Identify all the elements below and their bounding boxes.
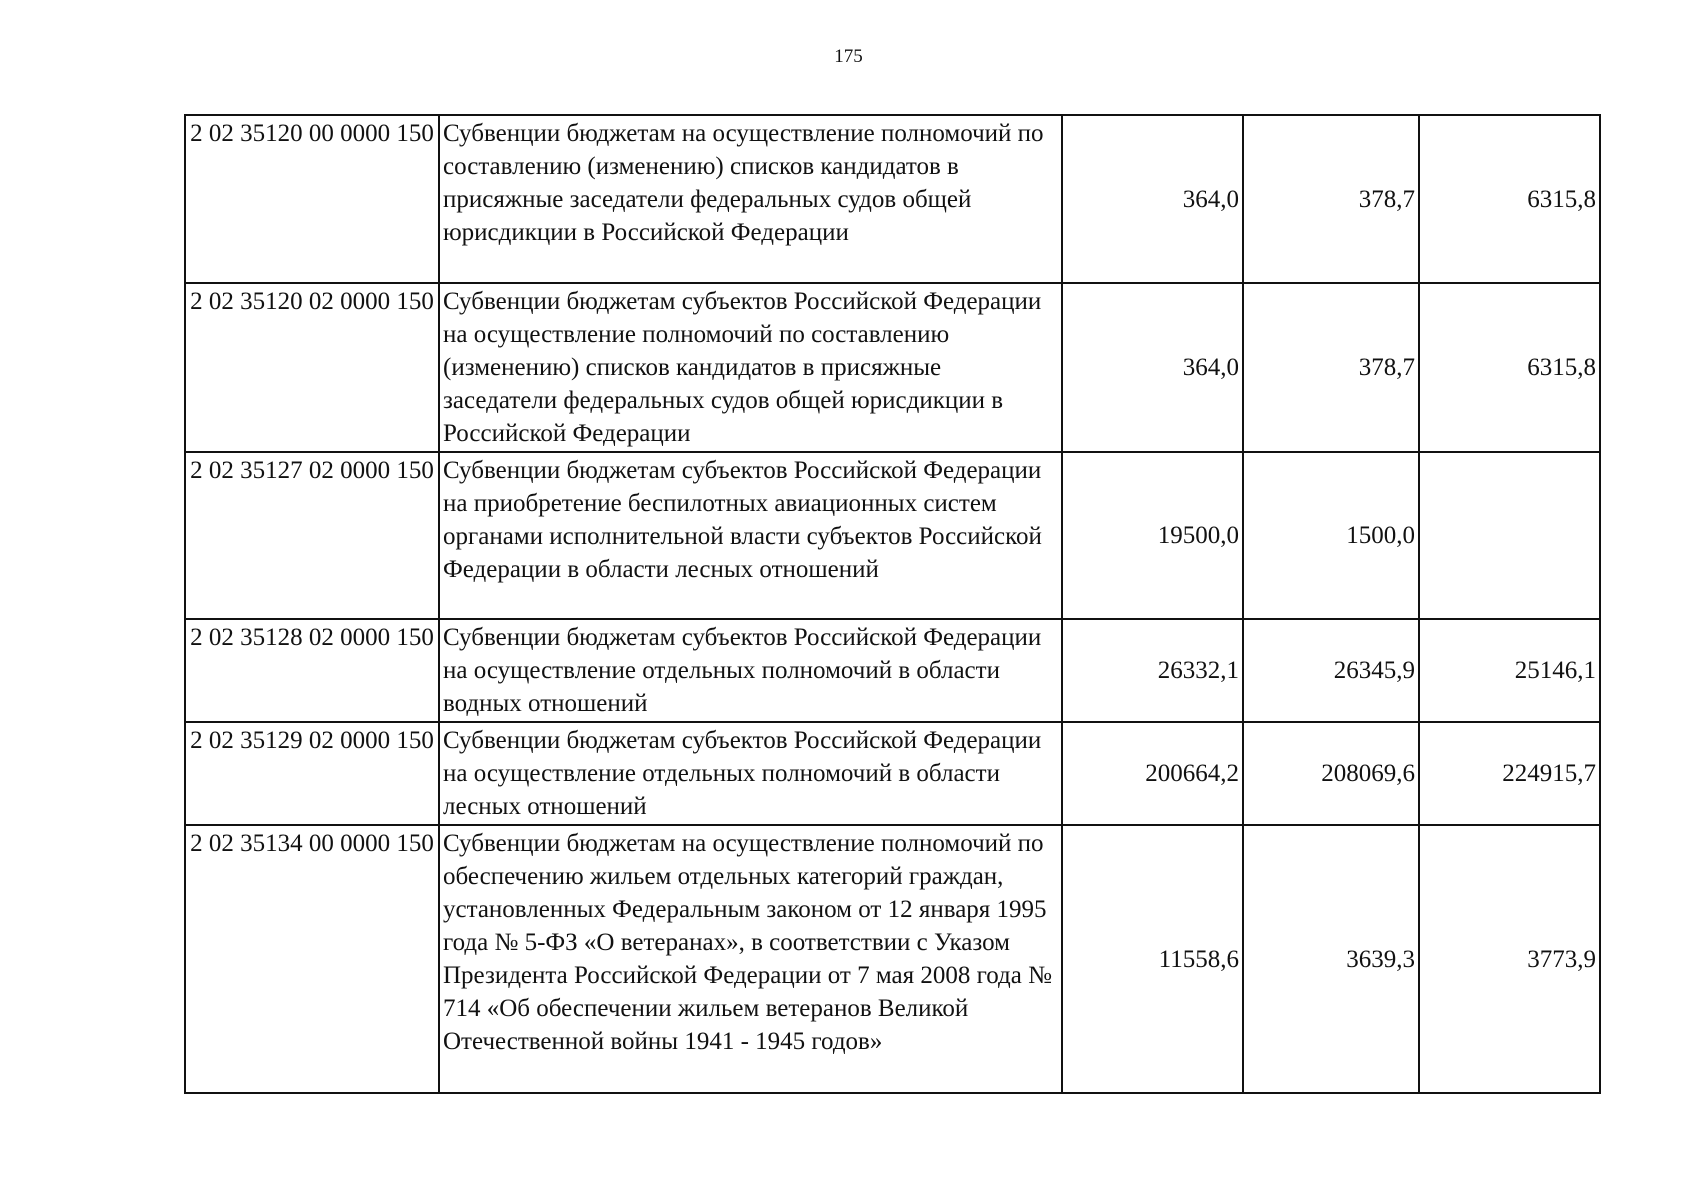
value-cell-2: 208069,6 [1243,722,1419,825]
description-cell: Субвенции бюджетам на осуществление полномочий по обеспечению жильем отдельных категорий граждан, установленных Федеральным законом от 12 января 1995 года № 5-ФЗ «О ветеранах», в соответствии с Указом Президента Российской Федерации от 7 мая 2008 года № 714 «Об обеспечении жильем ветеранов Великой Отечественной войны 1941 - 1945 годов» [439,825,1062,1093]
value-cell-1: 364,0 [1062,283,1243,452]
value-cell-3: 3773,9 [1419,825,1600,1093]
budget-code-cell: 2 02 35127 02 0000 150 [185,452,439,619]
table-row [185,722,1600,825]
description-cell: Субвенции бюджетам субъектов Российской Федерации на осуществление отдельных полномочий в области водных отношений [439,619,1062,722]
value-cell-3 [1419,452,1600,619]
table-row [185,825,1600,1093]
value-cell-3: 25146,1 [1419,619,1600,722]
description-cell: Субвенции бюджетам на осуществление полномочий по составлению (изменению) списков кандидатов в присяжные заседатели федеральных судов общей юрисдикции в Российской Федерации [439,115,1062,283]
value-cell-1: 200664,2 [1062,722,1243,825]
table-row [185,452,1600,619]
value-cell-2: 378,7 [1243,115,1419,283]
budget-table [184,114,1601,1094]
budget-code-cell: 2 02 35129 02 0000 150 [185,722,439,825]
value-cell-1: 19500,0 [1062,452,1243,619]
value-cell-1: 364,0 [1062,115,1243,283]
description-cell: Субвенции бюджетам субъектов Российской Федерации на приобретение беспилотных авиационных систем органами исполнительной власти субъектов Российской Федерации в области лесных отношений [439,452,1062,619]
table-row [185,115,1600,283]
value-cell-3: 6315,8 [1419,115,1600,283]
value-cell-1: 26332,1 [1062,619,1243,722]
budget-code-cell: 2 02 35134 00 0000 150 [185,825,439,1093]
value-cell-3: 6315,8 [1419,283,1600,452]
table-row [185,619,1600,722]
value-cell-2: 3639,3 [1243,825,1419,1093]
description-cell: Субвенции бюджетам субъектов Российской Федерации на осуществление отдельных полномочий в области лесных отношений [439,722,1062,825]
budget-code-cell: 2 02 35128 02 0000 150 [185,619,439,722]
budget-code-cell: 2 02 35120 00 0000 150 [185,115,439,283]
value-cell-2: 378,7 [1243,283,1419,452]
budget-code-cell: 2 02 35120 02 0000 150 [185,283,439,452]
page-number: 175 [834,46,863,67]
value-cell-2: 26345,9 [1243,619,1419,722]
value-cell-3: 224915,7 [1419,722,1600,825]
value-cell-1: 11558,6 [1062,825,1243,1093]
description-cell: Субвенции бюджетам субъектов Российской Федерации на осуществление полномочий по составлению (изменению) списков кандидатов в присяжные заседатели федеральных судов общей юрисдикции в Российской Федерации [439,283,1062,452]
value-cell-2: 1500,0 [1243,452,1419,619]
table-row [185,283,1600,452]
